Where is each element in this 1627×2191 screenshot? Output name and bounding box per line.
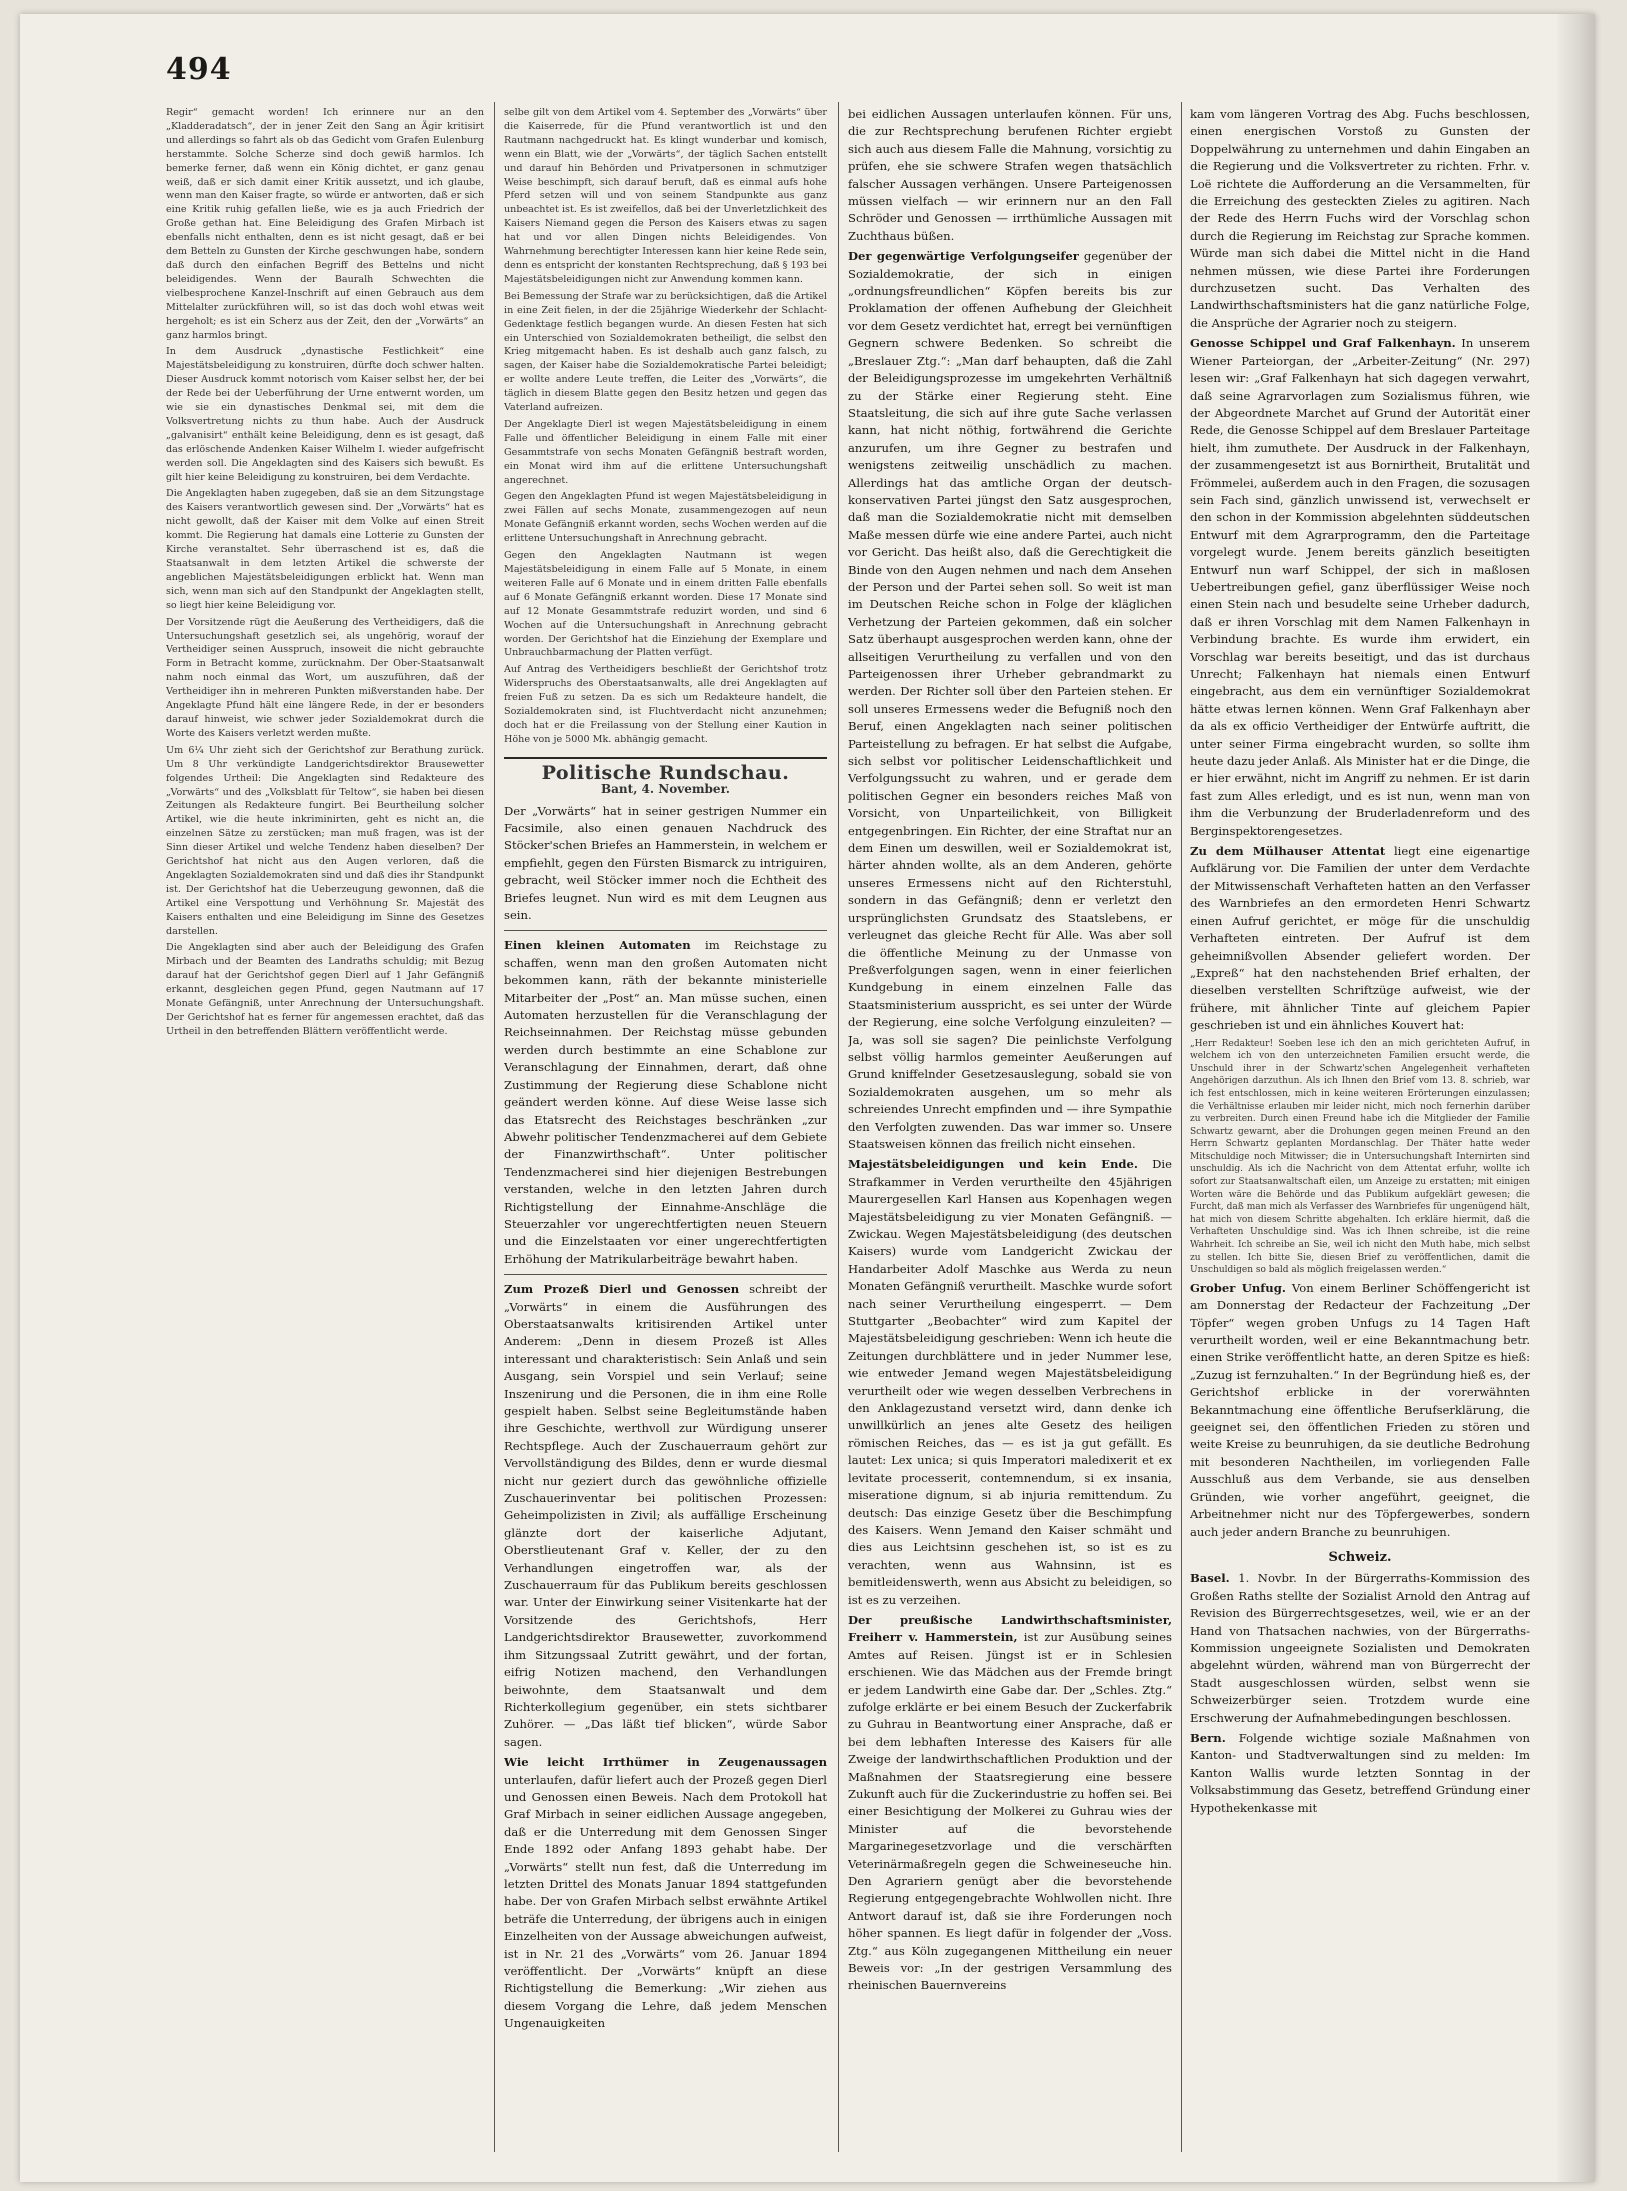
article — [1190, 1730, 1530, 1817]
paragraph: In dem Ausdruck „dynastische Festlichkeit“ eine Majestätsbeleidigung zu konstruiren, dürfte doch schwer halten. Dieser Ausdruck kommt notorisch vom Kaiser selbst her, der bei der Rede bei der Ueberführung der Urne entwernt worden, um wie sie ein dynastisches Denkmal sei, mit dem die Volksvertretung nichts zu thun habe. Auch der Ausdruck „galvanisirt“ enthält keine Beleidigung, denn es ist gesagt, daß das erlöschende Andenken Kaiser Wilhelm I. wieder aufgefrischt werden soll. Die Angeklagten sind des Kaisers sich bewußt. Es gilt hier keine Beleidigung zu konstruiren, bei dem Verdachte. — [166, 346, 484, 483]
article — [1190, 1280, 1530, 1541]
article — [848, 1612, 1172, 1995]
column-rule — [838, 102, 839, 2152]
paragraph: Der „Vorwärts“ hat in seiner gestrigen Nummer ein Facsimile, also einen genauen Nachdruck des Stöcker'schen Briefes an Hammerstein, in welchem er empfiehlt, gegen den Fürsten Bismarck zu intriguiren, gebracht, weil Stöcker immer noch die Echtheit des Briefes leugnet. Nun wird es mit dem Leugnen aus sein. — [504, 803, 827, 923]
article — [504, 937, 827, 1268]
article-text: 1. Novbr. In der Bürgerraths-Kommission des Großen Raths stellte der Sozialist Arnold den Antrag auf Revision des Bürgerrechtsgesetzes, weil, wie er an der Hand von Thatsachen nachwies, von der Bürgerraths-Kommission ungeeignete Sozialisten und Demokraten abgelehnt würden, während man von Bürgerrecht der Stadt ausgeschlossen würden, selbst wenn sie Schweizerbürger seien. Trotzdem wurde eine Erschwerung der Aufnahmebedingungen beschlossen. — [1190, 1571, 1530, 1725]
article-text: liegt eine eigenartige Aufklärung vor. Die Familien der unter dem Verdachte der Mitwissenschaft Verhafteten hatten an den Verfasser des Warnbriefes an den ermordeten Henri Schwartz einen Aufruf gerichtet, er möge für die unschuldig Verhafteten eintreten. Der Aufruf ist dem geheimnißvollen Absender geliefert worden. Der „Expreß“ hat den nachstehenden Brief erhalten, der dieselben verstellten Schriftzüge aufweist, wie der frühere, mit ähnlicher Tinte auf gleichem Papier geschrieben ist und ein ähnliches Kouvert hat: — [1190, 844, 1530, 1033]
paragraph: Die Angeklagten sind aber auch der Beleidigung des Grafen Mirbach und der Beamten des Landraths schuldig; mit Bezug darauf hat der Gerichtshof gegen Dierl auf 1 Jahr Gefängniß erkannt, desgleichen gegen Pfund, gegen Nautmann auf 17 Monate Gefängniß, unter Anrechnung der Untersuchungshaft. Der Gerichtshof hat es ferner für angemessen erachtet, daß das Urtheil in den betreffenden Blättern veröffentlicht werde. — [166, 942, 484, 1037]
paragraph: kam vom längeren Vortrag des Abg. Fuchs beschlossen, einen energischen Vorstoß zu Gunsten der Doppelwährung zu unternehmen und dahin Eingaben an die Regierung und die Volksvertreter zu richten. Frhr. v. Loë richtete die Aufforderung an die Versammelten, für die Erreichung des gesteckten Zieles zu agitiren. Nach der Rede des Herrn Fuchs wird der Vorschlag schon durch die Regierung im Reichstag zur Sprache kommen. Würde man sich dabei die Mittel nicht in die Hand nehmen müssen, wie diese Partei ihre Forderungen durchzusetzen sucht. Das Verhalten des Landwirthschaftsministers hat die ganz natürliche Folge, die Ansprüche der Agrarier noch zu steigern. — [1190, 107, 1530, 330]
paragraph: Auf Antrag des Vertheidigers beschließt der Gerichtshof trotz Widerspruchs des Oberstaatsanwalts, alle drei Angeklagten auf freien Fuß zu setzen. Da es sich um Redakteure handelt, die Sozialdemokraten sind, ist Fluchtverdacht nicht anzunehmen; doch hat er die Freilassung von der Stellung einer Kaution in Höhe von je 5000 Mk. abhängig gemacht. — [504, 664, 827, 745]
article-text: In unserem Wiener Parteiorgan, der „Arbeiter-Zeitung“ (Nr. 297) lesen wir: „Graf Falkenhayn hat sich dagegen verwahrt, daß seine Agrarvorlagen zum Sozialismus führen, wie der Abgeordnete Marchet auf Grund der Autorität einer Rede, die Genosse Schippel auf dem Breslauer Parteitage hielt, ihm zumuthete. Der Ausdruck in der Falkenhayn, der zusammengesetzt ist aus Bornirtheit, Brutalität und Frömmelei, außerdem auch in den Fragen, die sozusagen sein Fach sind, gänzlich unwissend ist, verwechselt er den schon in der Kommission abgelehnten süddeutschen Entwurf mit dem Agrarprogramm, den die Parteitage vorgelegt wurde. Jenem bereits gänzlich beseitigten Entwurf nun warf Schippel, der sich in maßlosen Uebertreibungen gefiel, ganz überflüssiger Weise noch einen Stein nach und besudelte seine Urheber dadurch, daß er ihren Vorschlag mit dem Namen Falkenhayn in Verbindung brachte. Es wurde ihm erwidert, ein Vorschlag war bereits beseitigt, und das ist durchaus Unrecht; Falkenhayn hat niemals einen Entwurf eingebracht, aus dem ein vernünftiger Sozialdemokrat hätte etwas lernen können. Wenn Graf Falkenhayn aber da als ex officio Vertheidiger der Entwürfe auftritt, die unter seiner Firma eingebracht wurden, so sollte ihm heute dazu jeder Anlaß. Als Minister hat er die Dinge, die er hier erwähnt, nicht im Angriff zu nehmen. Er ist darin fast zum Alles erledigt, und es ist nun, wenn man von ihm die Verbunzung der Bruderladenreform und des Berginspektorengesetzes. — [1190, 336, 1530, 838]
section-title: Politische Rundschau. — [541, 761, 790, 784]
page-edge-shadow — [1557, 14, 1595, 2182]
article-text: Die Strafkammer in Verden verurtheilte den 45jährigen Maurergesellen Karl Hansen aus Kopenhagen wegen Majestätsbeleidigung zu vier Monaten Gefängniß. — Zwickau. Wegen Majestätsbeleidigung (des deutschen Kaisers) wurde vom Landgericht Zwickau der Handarbeiter Adolf Maschke aus Werda zu neun Monaten Gefängniß verurtheilt. Maschke wurde sofort nach seiner Verurtheilung eingesperrt. — Dem Stuttgarter „Beobachter“ wird zum Kapitel der Majestätsbeleidigung geschrieben: Wenn ich heute die Zeitungen durchblättere und in jeder Nummer lese, wie entweder Jemand wegen Majestätsbeleidigung verurtheilt oder wie wegen desselben Verbrechens in den Anklagezustand versetzt wird, dann denke ich unwillkürlich an jenes alte Gesetz des heiligen römischen Reiches, das — es ist ja gut gefällt. Es lautet: Lex unica; si quis Imperatori maledixerit et ex levitate processerit, contemnendum, si ex insania, miseratione dignum, si ab injuria remittendum. Zu deutsch: Das einzige Gesetz über die Beschimpfung des Kaisers. Wenn Jemand den Kaiser schmäht und dies aus Leichtsinn geschehen ist, so ist es zu verachten, wenn aus Wahnsinn, ist es bemitleidenswerth, wenn aus Absicht zu beleidigen, so ist es zu verzeihen. — [848, 1157, 1172, 1607]
paragraph: bei eidlichen Aussagen unterlaufen können. Für uns, die zur Rechtsprechung berufenen Richter ergiebt sich auch aus diesem Falle die Mahnung, vorsichtig zu prüfen, ehe sie schwere Strafen wegen thatsächlich falscher Aussagen verhängen. Unsere Parteigenossen müssen vielfach — wir erinnern nur an den Fall Schröder und Genossen — irrthümliche Aussagen mit Zuchthaus büßen. — [848, 107, 1172, 243]
article-heading: Genosse Schippel und Graf Falkenhayn. — [1190, 336, 1456, 351]
article-text: schreibt der „Vorwärts“ in einem die Ausführungen des Oberstaatsanwalts kritisirenden Artikel unter Anderem: „Denn in diesem Prozeß ist Alles interessant und charakteristisch: Sein Anlaß und sein Ausgang, sein Vorspiel und sein Verlauf; seine Inszenirung und die Personen, die in ihm eine Rolle gespielt haben. Selbst seine Begleitumstände haben ihre Geschichte, werthvoll zur Würdigung unserer Rechtspflege. Auch der Zuschauerraum gehört zur Vervollständigung des Bildes, denn er wurde diesmal nicht nur geziert durch das gewöhnliche offizielle Zuschauerinventar bei politischen Prozessen: Geheimpolizisten in Zivil; als auffällige Erscheinung glänzte dort der kaiserliche Adjutant, Oberstlieutenant Graf v. Keller, der zu den Verhandlungen eingetroffen war, als der Zuschauerraum für das Publikum bereits geschlossen war. Unter der Einwirkung seiner Visitenkarte hat der Vorsitzende des Gerichtshofs, Herr Landgerichtsdirektor Brausewetter, zuvorkommend ihm Sitzungssaal Zutritt gewährt, und der fortan, eifrig Notizen machend, den Verhandlungen beiwohnte, dem Staatsanwalt und dem Richterkollegium gegenüber, ein stets sichtbarer Zuhörer. — „Das läßt tief blicken“, würde Sabor sagen. — [504, 1282, 827, 1749]
article-heading: Einen kleinen Automaten — [504, 938, 691, 953]
page-number: 494 — [166, 52, 232, 87]
newspaper-page — [20, 14, 1595, 2182]
column-3 — [848, 106, 1172, 2156]
article — [504, 1281, 827, 1751]
article-heading: Zu dem Mülhauser Attentat — [1190, 844, 1386, 859]
quoted-letter: „Herr Redakteur! Soeben lese ich den an mich gerichteten Aufruf, in welchem ich von den unterzeichneten Familien ersucht werde, die Unschuld ihrer in der Schwartz'schen Angelegenheit verhafteten Angehörigen darzuthun. Als ich Ihnen den Brief vom 13. 8. schrieb, war ich fest entschlossen, mich in keine weiteren Erörterungen einzulassen; die Verhältnisse erlauben mir leider nicht, mich noch fernerhin darüber zu verbreiten. Durch einen Freund habe ich die Mitglieder der Familie Schwartz gewarnt, aber die Drohungen gegen meinen Freund an den Herrn Schwartz geplanten Mordanschlag. Der Thäter hatte weder Mitschuldige noch Mitwisser; die in Untersuchungshaft Internirten sind unschuldig. Als ich die Nachricht von dem Attentat erfuhr, wollte ich sofort zur Staatsanwaltschaft eilen, um Anzeige zu erstatten; mit einigen Worten wäre die Behörde und das Publikum aufgeklärt gewesen; die Furcht, daß man mich als Verfasser des Warnbriefes für ungenügend hält, hat mich von diesem Schritte abgehalten. Ich erkläre hiermit, daß die Verhafteten Unschuldige sind. Was ich Ihnen schreibe, ist die reine Wahrheit. Ich schreibe an Sie, weil ich nicht den Muth habe, mich selbst zu stellen. Ich bitte Sie, diesen Brief zu veröffentlichen, damit die Unschuldigen so bald als möglich freigelassen werden.“ — [1190, 1038, 1530, 1276]
paragraph: Um 6¼ Uhr zieht sich der Gerichtshof zur Berathung zurück. Um 8 Uhr verkündigte Landgerichtsdirektor Brausewetter folgendes Urtheil: Die Angeklagten sind Redakteure des „Vorwärts“ und des „Volksblatt für Teltow“, sie haben bei diesen Zeitungen als Redakteure fungirt. Bei Beurtheilung solcher Artikel, wie die heute inkriminirten, geht es nicht an, die einzelnen Sätze zu zerstücken; man muß fragen, was ist der Sinn dieser Artikel und welche Tendenz haben dieselben? Der Gerichtshof hat nicht aus den Augen verloren, daß die Angeklagten Sozialdemokraten sind und daß dies ihr Standpunkt ist. Der Gerichtshof hat die Ueberzeugung gewonnen, daß die Artikel eine Verspottung und Verhöhnung Sr. Majestät des Kaisers enthalten und eine Beleidigung im Sinne des Gesetzes darstellen. — [166, 744, 484, 937]
article — [1190, 843, 1530, 1034]
paragraph: Der Angeklagte Dierl ist wegen Majestätsbeleidigung in einem Falle und öffentlicher Beleidigung in einem Falle mit einer Gesammtstrafe von sechs Monaten Gefängniß bestraft worden, ein Monat wird ihm auf die erlittene Untersuchungshaft angerechnet. — [504, 418, 827, 486]
paragraph: Die Angeklagten haben zugegeben, daß sie an dem Sitzungstage des Kaisers verantwortlich gewesen sind. Der „Vorwärts“ hat es nicht gewollt, daß der Kaiser mit dem Volke auf einen Streit kommt. Die Regierung hat damals eine Lotterie zu Gunsten der Kirche veranstaltet. Sehr überraschend ist es, daß die Staatsanwalt in dem letzten Artikel die schwerste der angeblichen Majestätsbeleidigungen erblickt hat. Wenn man sich, wenn man sich auf den Standpunkt der Angeklagten stellt, so liegt hier keine Beleidigung vor. — [166, 488, 484, 611]
column-1 — [166, 106, 484, 2156]
article-text: unterlaufen, dafür liefert auch der Prozeß gegen Dierl und Genossen einen Beweis. Nach dem Protokoll hat Graf Mirbach in seiner eidlichen Aussage angegeben, daß er die Unterredung mit dem Genossen Singer Ende 1892 oder Anfang 1893 gehabt habe. Der „Vorwärts“ stellt nun fest, daß die Unterredung im letzten Drittel des Monats Januar 1894 stattgefunden habe. Der von Grafen Mirbach selbst erwähnte Artikel beträfe die Unterredung, der übrigens auch in einigen Einzelheiten von der Aussage abweichungen aufweist, ist in Nr. 21 des „Vorwärts“ vom 26. Januar 1894 veröffentlicht. Der „Vorwärts“ knüpft an diese Richtigstellung die Bemerkung: „Wir ziehen aus diesem Vorgang die Lehre, daß jedem Menschen Ungenauigkeiten — [504, 1772, 827, 2031]
article-text: Folgende wichtige soziale Maßnahmen von Kanton- und Stadtverwaltungen sind zu melden: Im Kanton Wallis wurde letzten Sonntag in der Volksabstimmung das Gesetz, betreffend Gründung einer Hypothekenkasse mit — [1190, 1730, 1530, 1815]
article-text: im Reichstage zu schaffen, wenn man den großen Automaten nicht bekommen kann, räth der bekannte ministerielle Mitarbeiter der „Post“ an. Man müsse suchen, einen Automaten herzustellen für die Veranschlagung der Reichseinnahmen. Der Reichstag müsse gebunden werden durch bestimmte an eine Schablone zur Veranschlagung der Einnahmen, derart, daß ohne Zustimmung der Regierung diese Schablone nicht geändert werden könne. Auf diese Weise lasse sich das Etatsrecht des Reichstages beschränken „zur Abwehr politischer Tendenzmacherei auf dem Gebiete der Finanzwirthschaft“. Unter politischer Tendenzmacherei sind hier diejenigen Bestrebungen verstanden, welche in den letzten Jahren durch Richtigstellung der Einnahme-Anschläge die Steuerzahler vor ungerechtfertigten neuen Steuern und die Einzelstaaten vor einer ungerechtfertigten Erhöhung der Matrikularbeiträge bewahrt haben. — [504, 938, 827, 1266]
article — [1190, 1570, 1530, 1727]
column-rule — [1181, 102, 1182, 2152]
article-text: gegenüber der Sozialdemokratie, der sich in einigen „ordnungsfreundlichen“ Köpfen bereits bis zur Proklamation der offenen Aufhebung der Gleichheit vor dem Gesetz verdichtet hat, erregt bei vernünftigen Gegnern schwere Bedenken. So schreibt die „Breslauer Ztg.“: „Man darf behaupten, daß die Zahl der Beleidigungsprozesse im umgekehrten Verhältniß zu der Stärke einer Regierung steht. Eine Staatsleitung, die sich auf ihre gute Sache verlassen kann, hat nicht nöthig, fortwährend die Gerichte anzurufen, um ihre Gegner zu bestrafen und wenigstens zeitweilig unschädlich zu machen. Allerdings hat das amtliche Organ der deutsch-konservativen Partei jüngst den Satz ausgesprochen, daß man die Sozialdemokratie nicht mit demselben Maße messen dürfe wie eine andere Partei, auch nicht vor Gericht. Das heißt also, daß die Gerechtigkeit die Binde von den Augen nehmen und nach dem Ansehen der Person und der Partei sehen soll. So weit ist man im Deutschen Reiche schon in Folge der kläglichen Verhetzung der Parteien gekommen, daß ein solcher Satz überhaupt ausgesprochen werden kann, ohne der allseitigen Verurtheilung zu verfallen und von den Parteigenossen ihrer Urheber gebrandmarkt zu werden. Der Richter soll über den Parteien stehen. Er soll unseres Ermessens weder die Befugniß noch den Beruf, einen Angeklagten nach seiner politischen Parteistellung zu befragen. Er hat selbst die Aufgabe, sich selbst vor politischer Leidenschaftlichkeit und Verfolgungssucht zu wahren, und er gerade dem politischen Gegner ein besonders reiches Maß von Vorsicht, von Unparteilichkeit, von Billigkeit entgegenbringen. Ein Richter, der eine Straftat nur an dem Einen um deswillen, weil er Sozialdemokrat ist, härter ahnden wollte, als an dem Anderen, gehörte unseres Ermessens nicht auf den Richterstuhl, sondern in das Gefängniß; denn er verletzt den ursprünglichsten Grundsatz des Staatslebens, er verleugnet das gleiche Recht für Alle. Was aber soll die öffentliche Meinung zu der Unmasse von Preßverfolgungen sagen, wenn in einer feierlichen Kundgebung in einem einzelnen Falle das Staatsministerium ausspricht, es sei unter der Würde der Regierung, eine solche Verfolgung einzuleiten? — Ja, was soll sie sagen? Die peinlichste Verfolgung selbst völlig harmlos gemeinter Aeußerungen auf Grund kniffelnder Gesetzesauslegung, sobald sie von Sozialdemokraten ausgehen, um so mehr als schreiendes Unrecht empfinden und — ihre Sympathie den Verfolgten zuwenden. Das war immer so. Unsere Staatsweisen können das freilich nicht einsehen. — [848, 249, 1172, 1151]
article-heading: Wie leicht Irrthümer in Zeugenaussagen — [504, 1755, 827, 1770]
article — [848, 1156, 1172, 1609]
article-heading: Majestätsbeleidigungen und kein Ende. — [848, 1157, 1138, 1172]
section-divider — [504, 757, 827, 759]
article-heading: Basel. — [1190, 1571, 1230, 1586]
dateline: Bant, 4. November. — [601, 781, 730, 796]
article-text: ist zur Ausübung seines Amtes auf Reisen. Jüngst ist er in Schlesien erschienen. Wie das Mädchen aus der Fremde bringt er jedem Landwirth eine Gabe dar. Der „Schles. Ztg.“ zufolge erklärte er bei einem Besuch der Zuckerfabrik zu Guhrau in Beantwortung einer Ansprache, daß er bei dem lebhaften Interesse des Kaisers für alle Zweige der landwirthschaftlichen Produktion und der Maßnahmen der Staatsregierung eine bessere Zukunft auch für die Zuckerindustrie zu hoffen sei. Bei einer Besichtigung der Molkerei zu Guhrau wies der Minister auf die bevorstehende Margarinegesetzvorlage und die verschärften Veterinärmaßregeln gegen die Schweineseuche hin. Den Agrariern genügt aber die bevorstehende Regierung entgegengebrachte Wohlwollen nicht. Ihre Antwort darauf ist, daß sie ihre Forderungen noch höher spannen. Es liegt dafür in folgender der „Voss. Ztg.“ aus Köln zugegangenen Mittheilung ein neuer Beweis vor: „In der gestrigen Versammlung des rheinischen Bauernvereins — [848, 1630, 1172, 1993]
column-rule — [494, 102, 495, 2152]
paragraph: Gegen den Angeklagten Nautmann ist wegen Majestätsbeleidigung in einem Falle auf 5 Monate, in einem weiteren Falle auf 6 Monate und in einem dritten Falle ebenfalls auf 6 Monate Gefängniß erkannt worden. Diese 17 Monate sind auf 12 Monate Gesammtstrafe reduzirt worden, und sind 6 Wochen auf die Untersuchungshaft in Anrechnung gebracht worden. Der Gerichtshof hat die Einziehung der Exemplare und Unbrauchbarmachung der Platten verfügt. — [504, 550, 827, 659]
article-heading: Grober Unfug. — [1190, 1280, 1286, 1295]
paragraph: Der Vorsitzende rügt die Aeußerung des Vertheidigers, daß die Untersuchungshaft gesetzlich sei, als ungehörig, worauf der Vertheidiger seinen Ausspruch, insoweit die nicht gebrauchte Form in Betracht komme, zurücknahm. Der Ober-Staatsanwalt nahm noch einmal das Wort, um auszuführen, daß der Vertheidiger ihn in mehreren Punkten mißverstanden habe. Der Angeklagte Pfund hält eine längere Rede, in der er besonders darauf hinweist, wie schwer jeder Sozialdemokrat durch die Worte des Kaisers verletzt werden mußte. — [166, 616, 484, 739]
article-heading: Der gegenwärtige Verfolgungseifer — [848, 249, 1079, 264]
divider — [504, 930, 827, 931]
article — [1190, 335, 1530, 840]
article-text: Von einem Berliner Schöffengericht ist am Donnerstag der Redacteur der Fachzeitung „Der Töpfer“ wegen groben Unfugs zu 14 Tagen Haft verurtheilt worden, weil er eine Bekanntmachung betr. einen Strike veröffentlicht hatte, an deren Spitze es hieß: „Zuzug ist fernzuhalten.“ In der Begründung hieß es, der Gerichtshof erblicke in der vorerwähnten Bekanntmachung eine öffentliche Berufserklärung, die geeignet sei, den öffentlichen Frieden zu stören und weite Kreise zu beunruhigen, da sie deutliche Bedrohung mit besonderen Nachtheilen, im vorliegenden Falle Ausschluß aus dem Verbande, sie aus denselben Gründen, wie vorher angeführt, geeignet, die Arbeitnehmer nicht nur des Töpfergewerbes, sondern auch jeder andern Branche zu beunruhigen. — [1190, 1280, 1530, 1539]
article — [848, 248, 1172, 1153]
article — [504, 1754, 827, 2033]
paragraph: Regir“ gemacht worden! Ich erinnere nur an den „Kladderadatsch“, der in jener Zeit den Sang an Ägir kritisirt und allerdings so fahrt als ob das Gedicht vom Grafen Eulenburg herstammte. Solche Scherze sind doch gewiß harmlos. Ich bemerke ferner, daß wenn ein König dichtet, er ganz genau weiß, daß er sich damit einer Kritik aussetzt, und ich glaube, wenn man den Kaiser fragte, so würde er antworten, daß er sich eine Kritik ruhig gefallen ließe, wie es ja auch Friedrich der Große gethan hat. Eine Beleidigung des Grafen Mirbach ist ebenfalls nicht enthalten, denn es ist nicht gesagt, daß er bei dem Betteln zu Gunsten der Kirche geschwungen habe, sondern daß durch den einfachen Begriff des Bettelns und nicht beleidigendes. Wenn der Bauralh Schwechten die vielbesprochene Kanzel-Inschrift auf einen Gebrauch aus dem Mittelalter zurückführen will, so ist das doch wohl etwas weit hergeholt; es ist ein Scherz aus der Zeit, den der „Vorwärts“ an ganz harmlos bringt. — [166, 107, 484, 341]
article-heading: Der preußische Landwirthschaftsminister, Freiherr v. Hammerstein, — [848, 1612, 1172, 1645]
column-4 — [1190, 106, 1530, 2156]
article-heading: Zum Prozeß Dierl und Genossen — [504, 1282, 740, 1297]
paragraph: selbe gilt von dem Artikel vom 4. September des „Vorwärts“ über die Kaiserrede, für die Pfund verantwortlich ist und den Rautmann nachgedruckt hat. Es klingt wunderbar und komisch, wenn ein Blatt, wie der „Vorwärts“, der täglich Sachen entstellt und darauf hin Behörden und Privatpersonen in schmutziger Weise beschimpft, sich darauf beruft, daß es einmal aufs hohe Pferd setzen will und von seinem Standpunkte aus ganz unbeachtet ist. Es ist zweifellos, daß bei der Unverletzlichkeit des Kaisers Niemand gegen die Person des Kaisers etwas zu sagen hat und vor allen Dingen nichts Beleidigendes. Von Wahrnehmung berechtigter Interessen kann hier keine Rede sein, denn es entspricht der konstanten Rechtsprechung, daß § 193 bei Majestätsbeleidigungen nicht zur Anwendung kommen kann. — [504, 107, 827, 285]
subsection-title: Schweiz. — [1328, 1549, 1392, 1565]
paragraph: Gegen den Angeklagten Pfund ist wegen Majestätsbeleidigung in zwei Fällen auf sechs Monate, zusammengezogen auf neun Monate Gefängniß erkannt worden, sechs Wochen werden auf die erlittene Untersuchungshaft in Anrechnung gebracht. — [504, 491, 827, 545]
divider — [504, 1274, 827, 1275]
article-heading: Bern. — [1190, 1730, 1226, 1745]
paragraph: Bei Bemessung der Strafe war zu berücksichtigen, daß die Artikel in eine Zeit fielen, in der die 25jährige Wiederkehr der Schlacht-Gedenktage festlich begangen wurde. An diesen Festen hat sich ein Unterschied von Sozialdemokraten betheiligt, die selbst den Krieg mitgemacht haben. Es ist deshalb auch ganz falsch, zu sagen, der Kaiser habe die Sozialdemokratische Partei beleidigt; er wollte andere Leute treffen, die Leiter des „Vorwärts“, die täglich in diesem Blatte gegen den Besitz hetzen und gegen das Vaterland aufreizen. — [504, 290, 827, 414]
column-2 — [504, 106, 827, 2156]
